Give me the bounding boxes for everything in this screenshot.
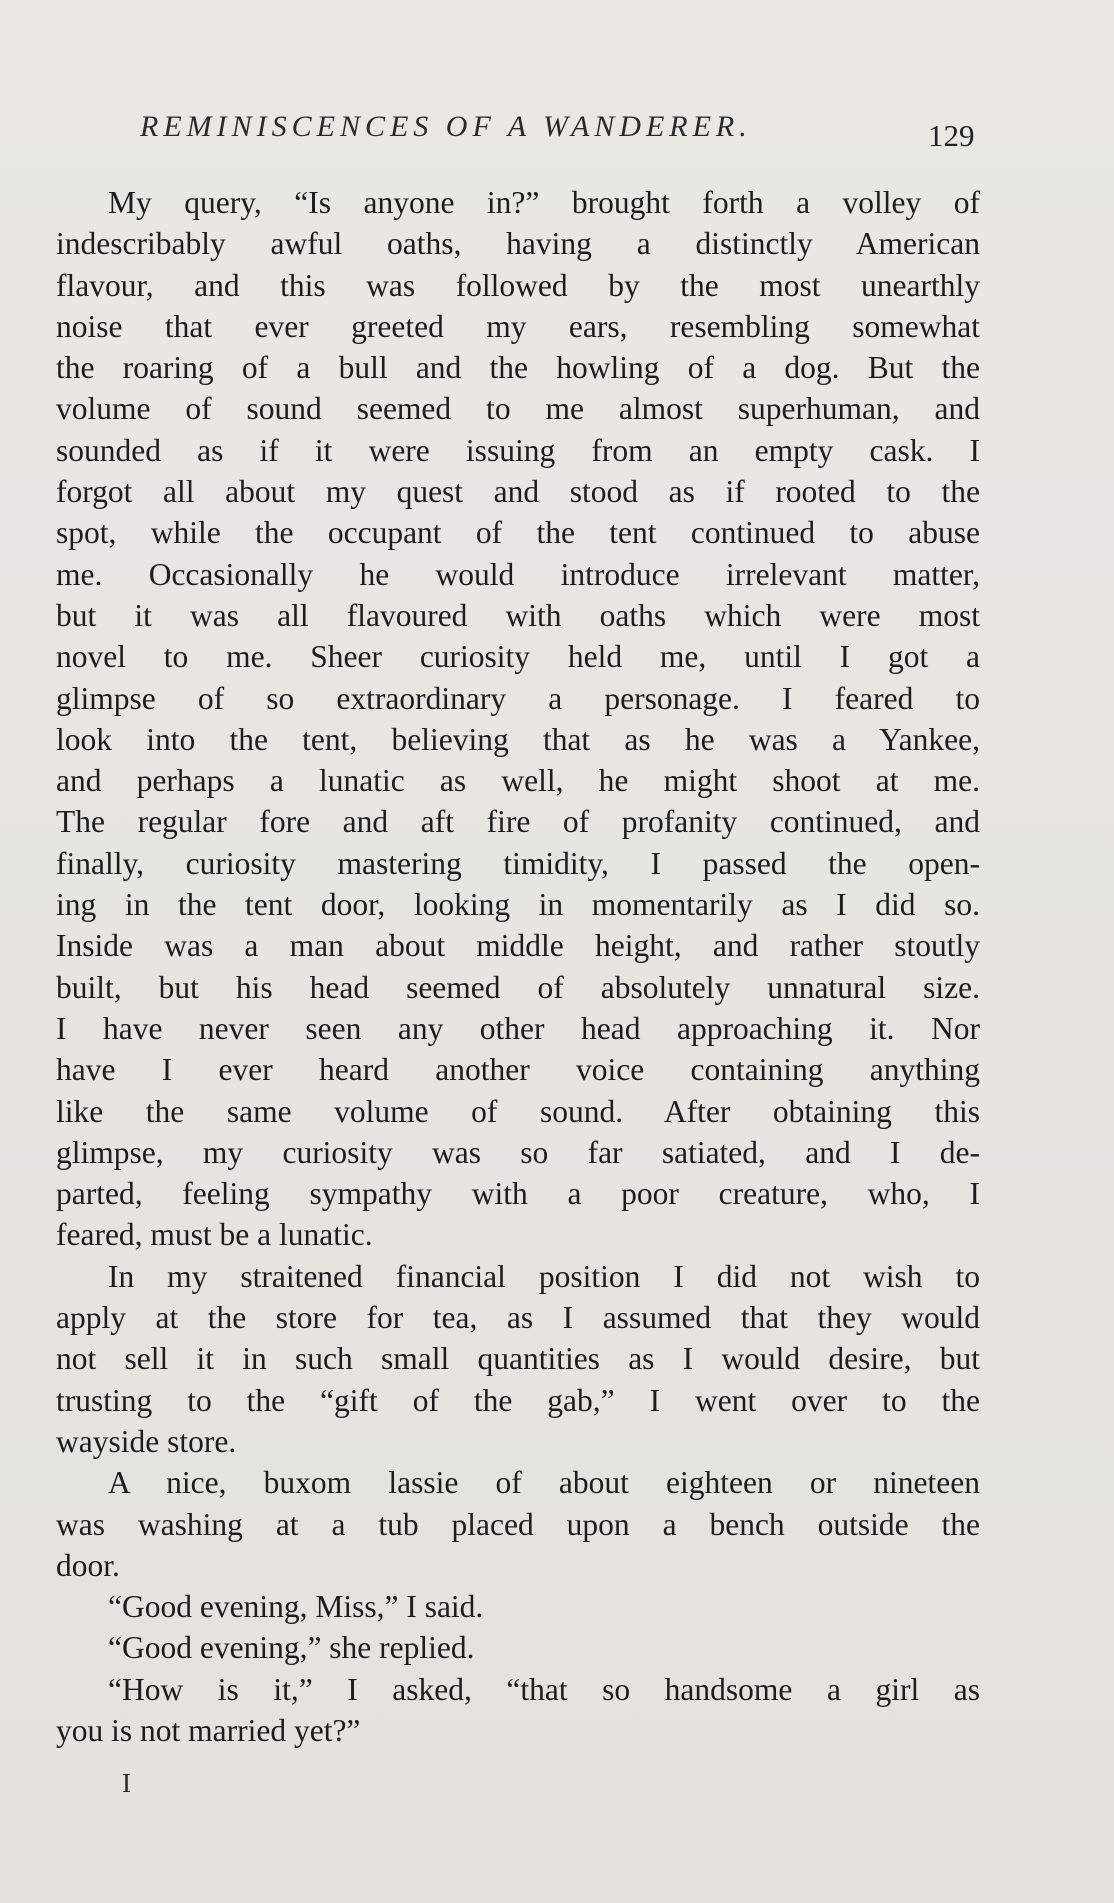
text-line: door. [56,1547,120,1583]
text-line: trusting to the “gift of the gab,” I went over to the [56,1382,980,1418]
text-line: look into the tent, believing that as he was a Yankee, [56,721,980,757]
text-line: forgot all about my quest and stood as if rooted to the [56,474,980,510]
page-number: 129 [928,118,975,153]
text-line: “Good evening, Miss,” I said. [108,1589,484,1625]
text-line: “Good evening,” she replied. [108,1630,475,1666]
text-line: flavour, and this was followed by the most unearthly [56,267,980,303]
text-line: me. Occasionally he would introduce irrelevant matter, [56,556,980,592]
text-line: parted, feeling sympathy with a poor creature, who, I [56,1176,980,1212]
text-line: wayside store. [56,1423,237,1459]
signature-mark: I [122,1768,131,1798]
text-line: In my straitened financial position I did not wish to [108,1258,980,1294]
text-line: built, but his head seemed of absolutely unnatural size. [56,969,980,1005]
text-line: Inside was a man about middle height, and rather stoutly [56,928,980,964]
text-line: glimpse of so extraordinary a personage. I feared to [56,680,980,716]
text-line: not sell it in such small quantities as I would desire, but [56,1341,980,1377]
text-line: novel to me. Sheer curiosity held me, until I got a [56,639,980,675]
text-line: was washing at a tub placed upon a bench outside the [56,1506,980,1542]
text-line: and perhaps a lunatic as well, he might shoot at me. [56,763,980,799]
text-line: noise that ever greeted my ears, resembling somewhat [56,308,980,344]
body-text [56,182,980,1751]
text-line: spot, while the occupant of the tent continued to abuse [56,515,980,551]
text-line: sounded as if it were issuing from an empty cask. I [56,432,980,468]
text-line: you is not married yet?” [56,1712,361,1748]
text-line: I have never seen any other head approaching it. Nor [56,1010,980,1046]
text-line: A nice, buxom lassie of about eighteen or nineteen [108,1465,980,1501]
text-line: volume of sound seemed to me almost superhuman, and [56,391,980,427]
text-line: glimpse, my curiosity was so far satiated, and I de- [56,1134,980,1170]
text-line: like the same volume of sound. After obtaining this [56,1093,980,1129]
text-line: My query, “Is anyone in?” brought forth a volley of [108,185,980,220]
running-title: REMINISCENCES OF A WANDERER. [140,110,752,143]
text-line: “How is it,” I asked, “that so handsome a girl as [108,1671,980,1707]
text-line: apply at the store for tea, as I assumed that they would [56,1300,980,1336]
text-line: the roaring of a bull and the howling of a dog. But the [56,350,980,386]
text-line: The regular fore and aft fire of profanity continued, and [56,804,980,840]
text-line: ing in the tent door, looking in momentarily as I did so. [56,887,980,923]
text-line: but it was all flavoured with oaths which were most [56,597,980,633]
text-line: finally, curiosity mastering timidity, I passed the open- [56,845,980,881]
text-line: feared, must be a lunatic. [56,1217,373,1253]
text-line: indescribably awful oaths, having a distinctly American [56,226,980,262]
text-line: have I ever heard another voice containing anything [56,1052,980,1088]
